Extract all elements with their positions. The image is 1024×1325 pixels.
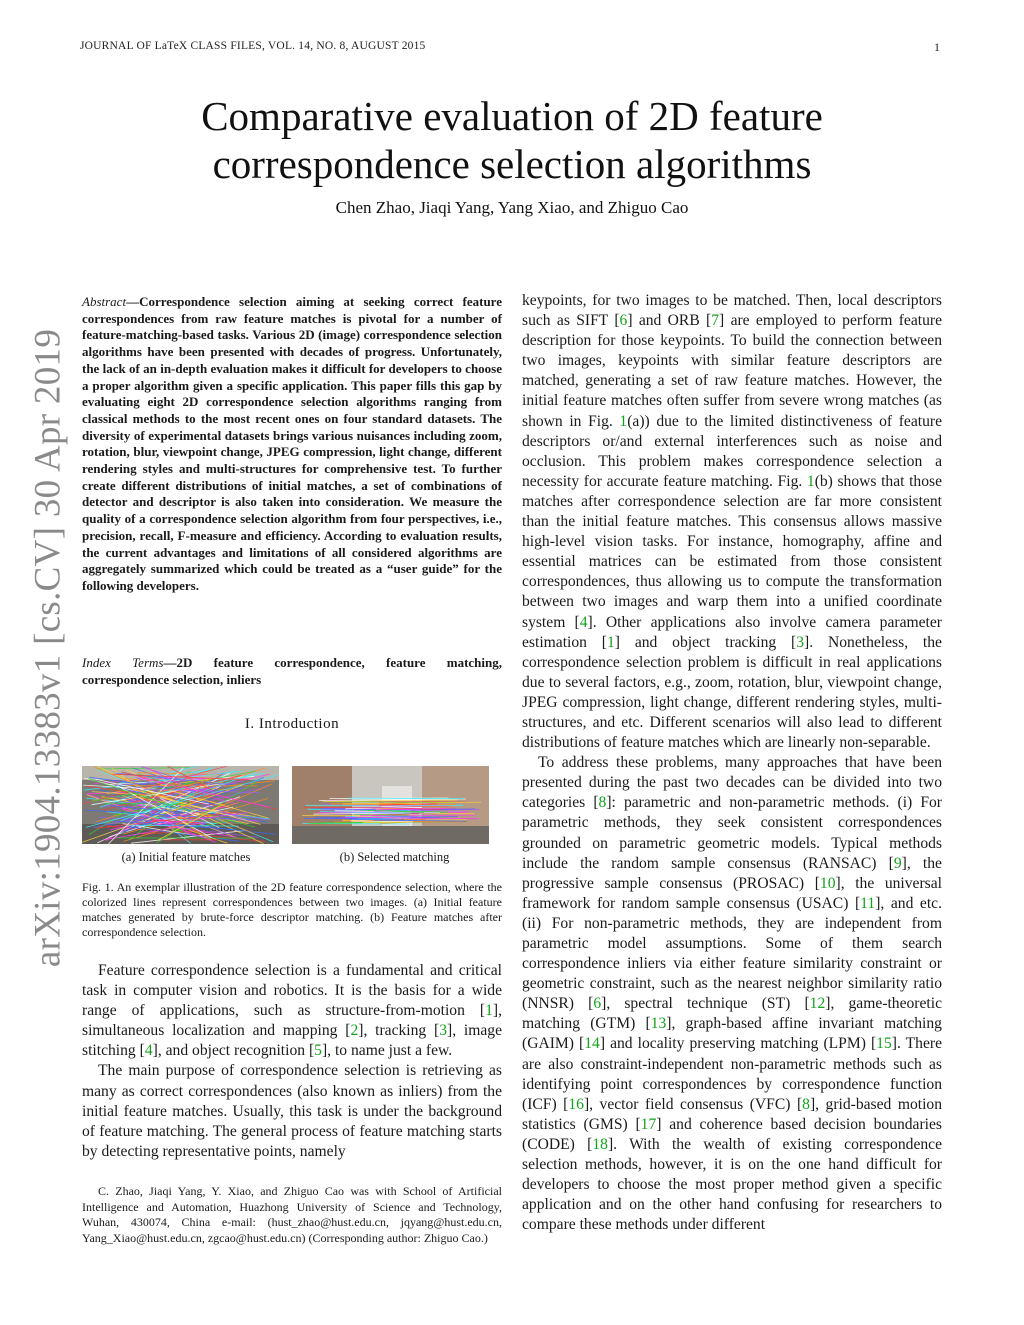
left-column-body [82, 961, 502, 1162]
right-column-body [522, 291, 942, 1235]
figure-1b-svg [292, 766, 489, 844]
abstract-label: Abstract [82, 294, 127, 309]
intro-paragraph-3: keypoints, for two images to be matched. Then, local descriptors such as SIFT [6] and ORB [7] are employed to perform feature description for those keypoints. To build the connection between two images, keypoints with similar feature descriptors are matched, generating a set of raw feature matches. However, the initial feature matches often suffer from severe wrong matches (as shown in Fig. 1(a)) due to the limited distinctiveness of feature descriptors or/and external interferences such as noise and occlusion. This problem makes correspondence selection a necessity for accurate feature matching. Fig. 1(b) shows that those matches after correspondence selection are far more consistent than the initial feature matches. This consensus allows massive high-level vision tasks. For instance, homography, affine and essential matrices can be estimated from those consistent correspondences, thus allowing us to compute the transformation between two images and warp them into a unified coordinate system [4]. Other applications also involve camera parameter estimation [1] and object tracking [3]. Nonetheless, the correspondence selection problem is difficult in real applications due to several factors, e.g., zoom, rotation, blur, viewpoint change, JPEG compression, light change, different rendering styles, multi-structures, and etc. Different scenarios will also lead to different distributions of feature matches which are linearly non-separable. [522, 292, 943, 752]
index-terms-text: —2D feature correspondence, feature matching, correspondence selection, inliers [82, 655, 503, 687]
citation-link[interactable]: 8 [802, 1095, 810, 1113]
citation-link[interactable]: 15 [876, 1035, 892, 1053]
citation-link[interactable]: 18 [592, 1135, 608, 1153]
citation-link[interactable]: 4 [144, 1042, 153, 1060]
intro-paragraph-1: Feature correspondence selection is a fundamental and critical task in computer vision and robotics. It is the basis for a wide range of applications, such as structure-from-motion [1], simultaneous localization and mapping [2], tracking [3], image stitching [4], and object recognition [5], to name just a few. [82, 962, 502, 1060]
citation-link[interactable]: 3 [439, 1022, 448, 1040]
citation-link[interactable]: 1 [607, 633, 615, 651]
affiliation-footnote [82, 1184, 502, 1246]
footnote-text: C. Zhao, Jiaqi Yang, Y. Xiao, and Zhiguo Cao was with School of Artificial Intelligence and Automation, Huazhong University of Science and Technology, Wuhan, 430074, China e-mail: (hust_zhao@hust.edu.cn, jqyang@hust.edu.cn, Yang_Xiao@hust.edu.cn, zgcao@hust.edu.cn) (Corresponding author: Zhiguo Cao.) [82, 1184, 502, 1245]
section-heading-introduction: I. Introduction [244, 716, 340, 732]
citation-link[interactable]: 12 [809, 995, 826, 1013]
arxiv-stamp: arXiv:1904.13383v1 [cs.CV] 30 Apr 2019 [27, 328, 69, 968]
figure-reference-link[interactable]: 1 [619, 412, 628, 430]
citation-link[interactable]: 10 [819, 874, 836, 892]
figure-1a-svg [82, 766, 279, 844]
citation-link[interactable]: 11 [860, 894, 876, 912]
citation-link[interactable]: 16 [568, 1095, 584, 1113]
index-terms [82, 655, 502, 688]
citation-link[interactable]: 9 [893, 854, 902, 872]
citation-link[interactable]: 6 [619, 312, 628, 330]
figure-1b-selected-matches-image [292, 766, 489, 844]
citation-link[interactable]: 5 [314, 1042, 322, 1060]
figure-1a-initial-matches-image [82, 766, 279, 844]
citation-link[interactable]: 7 [711, 312, 720, 330]
abstract-text: —Correspondence selection aiming at seeking correct feature correspondences from raw feature matches is pivotal for a number of feature-matching-based tasks. Various 2D (image) correspondence selection algorithms have been presented with decades of progress. Unfortunately, the lack of an in-depth evaluation makes it difficult for developers to choose a proper algorithm given a specific application. This paper fills this gap by evaluating eight 2D correspondence selection algorithms ranging from classical methods to the most recent ones on four standard datasets. The diversity of experimental datasets brings various nuisances including zoom, rotation, blur, viewpoint change, JPEG compression, light change, different rendering styles and multi-structures for comprehensive test. To further create different distributions of initial matches, a set of combinations of detector and descriptor is also taken into consideration. We measure the quality of a correspondence selection algorithm from four perspectives, i.e., precision, recall, F-measure and efficiency. According to evaluation results, the current advantages and limitations of all considered algorithms are aggregately summarized which could be treated as a “user guide” for the following developers. [82, 294, 502, 593]
intro-paragraph-4: To address these problems, many approaches that have been presented during the past two decades can be divided into two categories [8]: parametric and non-parametric methods. (i) For parametric methods, they seek consistent correspondences grounded on parametric geometric models. Typical methods include the random sample consensus (RANSAC) [9], the progressive sample consensus (PROSAC) [10], the universal framework for random sample consensus (USAC) [11], and etc. (ii) For non-parametric methods, they are independent from parametric model assumptions. Some of them search correspondence inliers via either feature similarity constraint or geometric constraint, such as the nearest neighbor similarity ratio (NNSR) [6], spectral technique (ST) [12], game-theoretic matching (GTM) [13], graph-based affine invariant matching (GAIM) [14] and locality preserving matching (LPM) [15]. There are also constraint-independent non-parametric methods such as identifying point correspondences by correspondence function (ICF) [16], vector field consensus (VFC) [8], grid-based motion statistics (GMS) [17] and coherence based decision boundaries (CODE) [18]. With the wealth of existing correspondence selection methods, however, it is on the one hand difficult for developers to choose the most proper method given a specific application and on the other hand confusing for researchers to compare these methods under different [522, 754, 943, 1234]
author-list: Chen Zhao, Jiaqi Yang, Yang Xiao, and Zhiguo Cao [335, 198, 689, 217]
citation-link[interactable]: 6 [593, 995, 602, 1013]
running-header: JOURNAL OF LaTeX CLASS FILES, VOL. 14, NO. 8, AUGUST 2015 [80, 40, 426, 52]
abstract [82, 294, 502, 595]
citation-link[interactable]: 8 [598, 794, 607, 812]
citation-link[interactable]: 3 [796, 633, 805, 651]
index-terms-label: Index Terms [82, 655, 164, 670]
figure-1b-subcaption: (b) Selected matching [339, 850, 450, 864]
paper-title: Comparative evaluation of 2D feature correspondence selection algorithms [201, 93, 823, 187]
citation-link[interactable]: 1 [485, 1002, 493, 1020]
citation-link[interactable]: 2 [350, 1022, 359, 1040]
intro-paragraph-2: The main purpose of correspondence selection is retrieving as many as correct correspondences (also known as inliers) from the initial feature matches. Usually, this task is under the background of feature matching. The general process of feature matching starts by detecting representative points, namely [82, 1062, 502, 1160]
page-number: 1 [934, 40, 940, 54]
citation-link[interactable]: 13 [650, 1015, 667, 1033]
figure-reference-link[interactable]: 1 [806, 472, 815, 490]
match-line [377, 815, 409, 816]
citation-link[interactable]: 4 [579, 613, 588, 631]
citation-link[interactable]: 14 [584, 1035, 600, 1053]
figure-1-caption: Fig. 1. An exemplar illustration of the 2D feature correspondence selection, where the colorized lines represent correspondences between two images. (a) Initial feature matches generated by brute-force descriptor matching. (b) Feature matches after correspondence selection. [82, 880, 502, 939]
citation-link[interactable]: 17 [640, 1115, 657, 1133]
figure-1a-subcaption: (a) Initial feature matches [121, 850, 251, 864]
